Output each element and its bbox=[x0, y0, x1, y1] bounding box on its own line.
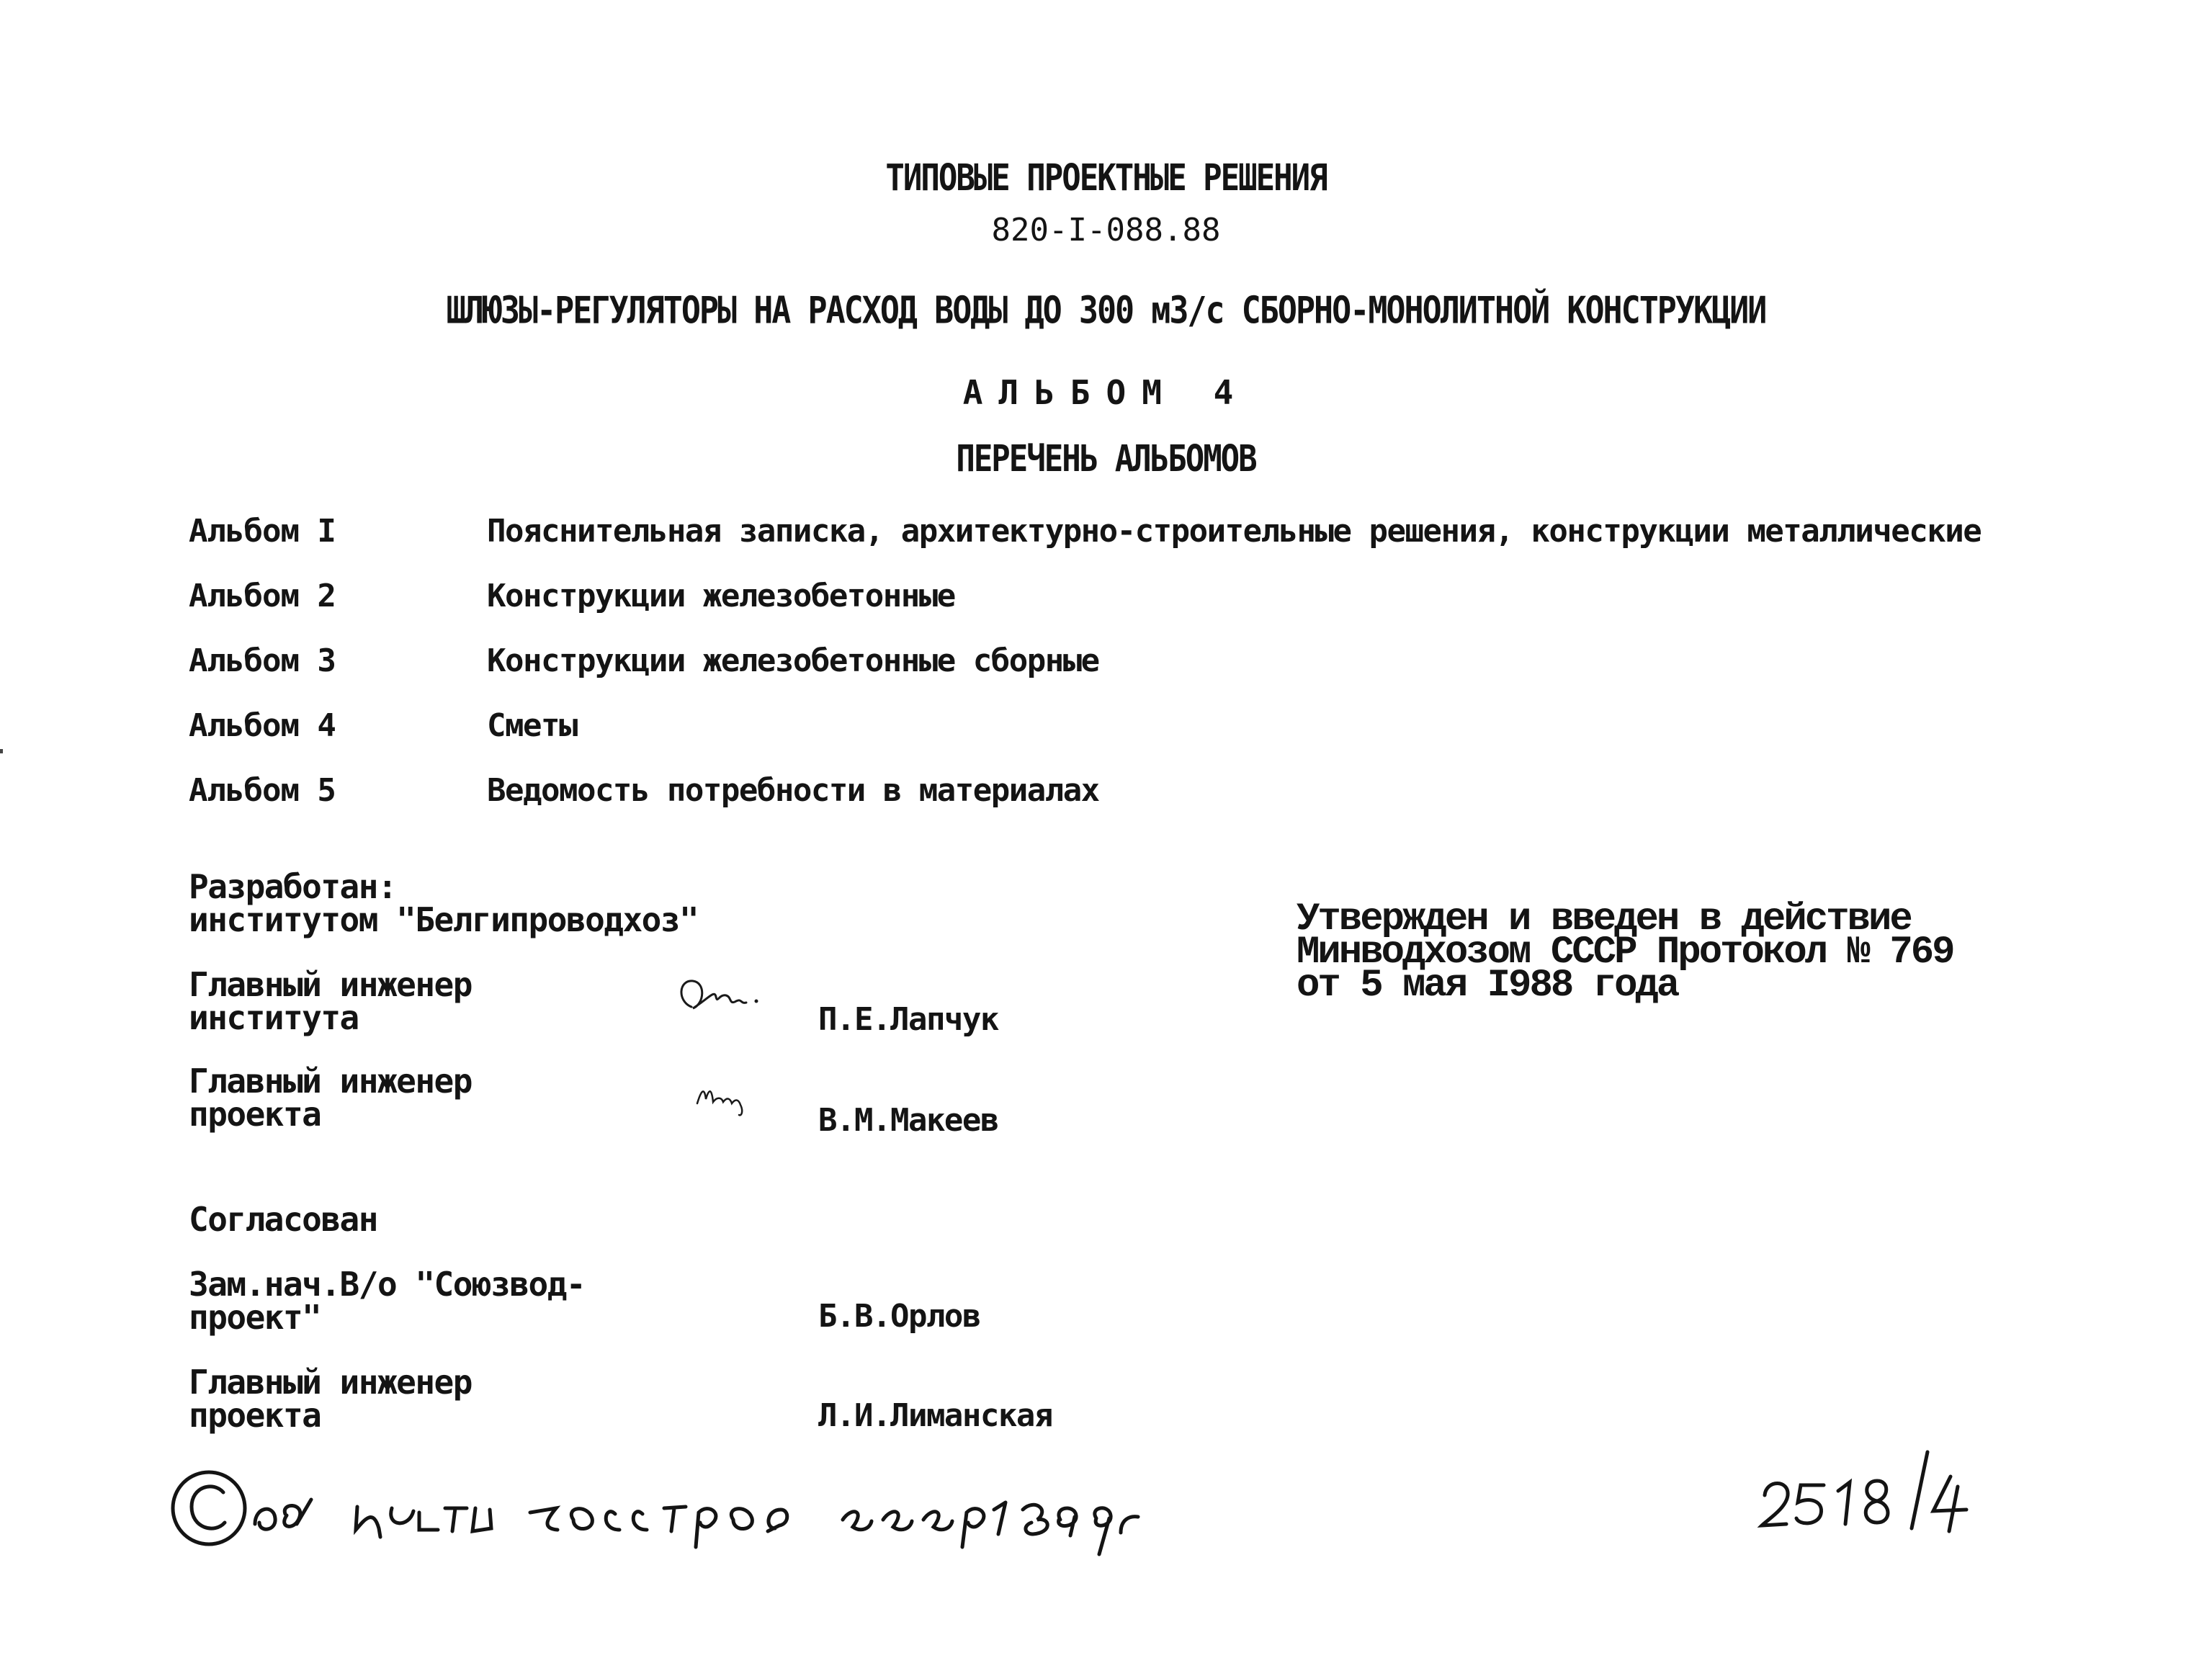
album-label: Альбом 3 bbox=[189, 642, 336, 679]
album-label: Альбом 5 bbox=[189, 772, 336, 809]
signature-lapchuk bbox=[671, 972, 779, 1030]
signer-name: Л.И.Лиманская bbox=[818, 1397, 1052, 1434]
approval-line: от 5 мая I988 года bbox=[1297, 964, 1678, 1008]
signer-name: В.М.Макеев bbox=[818, 1102, 998, 1139]
role-line: проекта bbox=[189, 1095, 321, 1134]
album-list-title: ПЕРЕЧЕНЬ АЛЬБОМОВ bbox=[956, 438, 1256, 480]
album-label: Альбом I bbox=[189, 513, 336, 550]
role-line: Главный инженер bbox=[189, 1062, 472, 1101]
doc-subject: ШЛЮЗЫ-РЕГУЛЯТОРЫ НА РАСХОД ВОДЫ ДО 300 м3/с СБОРНО-МОНОЛИТНОЙ КОНСТРУКЦИИ bbox=[446, 288, 1766, 332]
agreed-label: Согласован bbox=[189, 1200, 377, 1239]
doc-code: 820-I-088.88 bbox=[991, 212, 1221, 248]
copyright-stamp bbox=[170, 1462, 1207, 1563]
album-description: Ведомость потребности в материалах bbox=[487, 772, 1099, 809]
scan-edge-mark bbox=[0, 749, 3, 753]
role-line: Главный инженер bbox=[189, 1363, 472, 1402]
album-description: Конструкции железобетонные bbox=[487, 578, 955, 614]
album-label: Альбом 2 bbox=[189, 578, 336, 614]
album-description: Сметы bbox=[487, 707, 577, 744]
role-line: института bbox=[189, 998, 359, 1037]
album-label: Альбом 4 bbox=[189, 707, 336, 744]
album-title: АЛЬБОМ 4 bbox=[962, 373, 1250, 412]
archive-number bbox=[1755, 1448, 1985, 1541]
album-description: Пояснительная записка, архитектурно-строительные решения, конструкции металлические bbox=[487, 513, 1982, 550]
role-line: проекта bbox=[189, 1396, 321, 1435]
doc-heading: ТИПОВЫЕ ПРОЕКТНЫЕ РЕШЕНИЯ bbox=[885, 157, 1327, 200]
role-line: Главный инженер bbox=[189, 965, 472, 1004]
role-line: проект" bbox=[189, 1298, 321, 1337]
developer-org: институтом "Белгипроводхоз" bbox=[189, 900, 699, 939]
signature-makeev bbox=[689, 1075, 782, 1125]
role-line: Зам.нач.В/о "Союзвод- bbox=[189, 1265, 586, 1304]
developed-label: Разработан: bbox=[189, 867, 397, 906]
album-description: Конструкции железобетонные сборные bbox=[487, 642, 1099, 679]
approval-line: Утвержден и введен в действие bbox=[1297, 897, 1911, 941]
signer-name: П.Е.Лапчук bbox=[818, 1001, 998, 1038]
approval-line: Минводхозом СССР Протокол № 769 bbox=[1297, 931, 1953, 974]
signer-name: Б.В.Орлов bbox=[818, 1298, 980, 1335]
